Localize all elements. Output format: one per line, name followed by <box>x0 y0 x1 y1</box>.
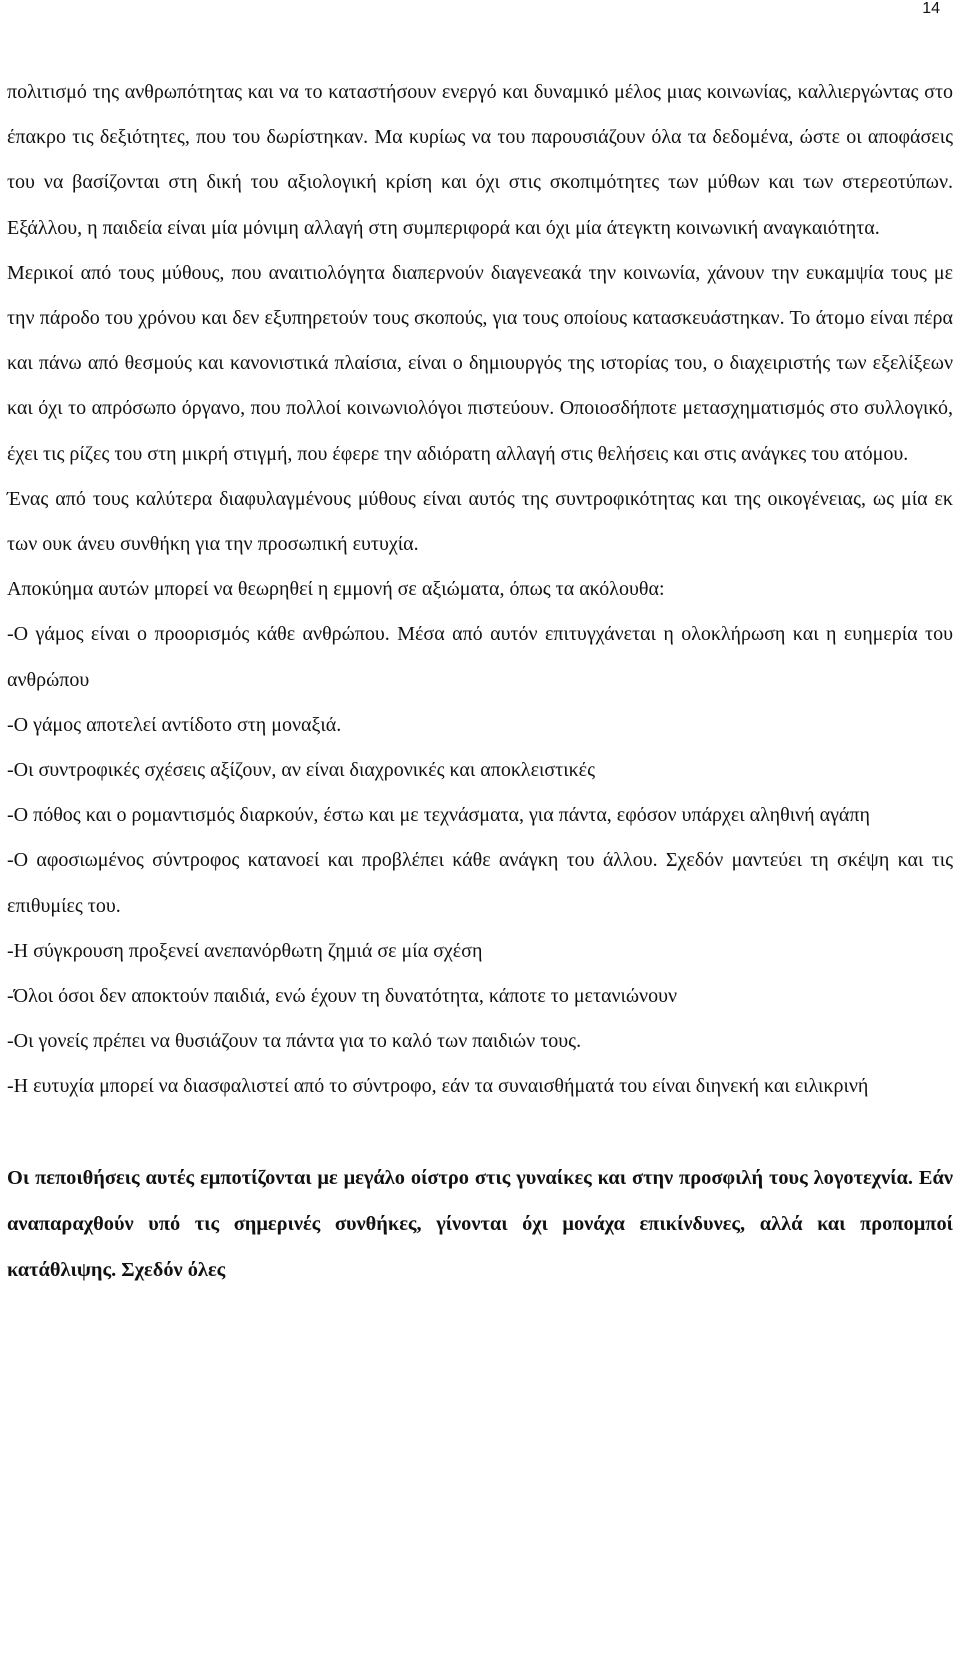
list-item: -Ο πόθος και ο ρομαντισμός διαρκούν, έστω και με τεχνάσματα, για πάντα, εφόσον υπάρχει αληθινή αγάπη <box>7 804 870 827</box>
list-item: -Η σύγκρουση προξενεί ανεπανόρθωτη ζημιά σε μία σχέση <box>7 939 483 962</box>
paragraph: πολιτισμό της ανθρωπότητας και να το καταστήσουν ενεργό και δυναμικό μέλος μιας κοινωνίας, καλλιεργώντας στο έπακρο τις δεξιότητες, που του δωρίστηκαν. Μα κυρίως να του παρουσιάζουν όλα τα δεδομένα, ώστε οι αποφάσεις του να βασίζονται στη δική του αξιολογική κρίση και όχι στις σκοπιμότητες των μύθων και των στερεοτύπων. Εξάλλου, η παιδεία είναι μία μόνιμη αλλαγή στη συμπεριφορά και όχι μία άτεγκτη κοινωνική αναγκαιότητα. <box>7 81 953 239</box>
list-item: -Η ευτυχία μπορεί να διασφαλιστεί από το σύντροφο, εάν τα συναισθήματά του είναι διηνεκή και ειλικρινή <box>7 1075 869 1098</box>
list-item: -Ο γάμος είναι ο προορισμός κάθε ανθρώπου. Μέσα από αυτόν επιτυγχάνεται η ολοκλήρωση και η ευημερία του ανθρώπου <box>7 623 953 691</box>
list-item: -Ο αφοσιωμένος σύντροφος κατανοεί και προβλέπει κάθε ανάγκη του άλλου. Σχεδόν μαντεύει τη σκέψη και τις επιθυμίες του. <box>7 849 953 917</box>
paragraph: Μερικοί από τους μύθους, που αναιτιολόγητα διαπερνούν διαγενεακά την κοινωνία, χάνουν την ευκαμψία τους με την πάροδο του χρόνου και δεν εξυπηρετούν τους σκοπούς, για τους οποίους κατασκευάστηκαν. Το άτομο είναι πέρα και πάνω από θεσμούς και κανονιστικά πλαίσια, είναι ο δημιουργός της ιστορίας του, ο διαχειριστής των εξελίξεων και όχι το απρόσωπο όργανο, που πολλοί κοινωνιολόγοι πιστεύουν. Οποιοσδήποτε μετασχηματισμός στο συλλογικό, έχει τις ρίζες του στη μικρή στιγμή, που έφερε την αδιόρατη αλλαγή στις θελήσεις και στις ανάγκες του ατόμου. <box>7 261 953 465</box>
list-item: -Οι συντροφικές σχέσεις αξίζουν, αν είναι διαχρονικές και αποκλειστικές <box>7 759 595 782</box>
page-number: 14 <box>922 0 940 17</box>
list-item: -Οι γονείς πρέπει να θυσιάζουν τα πάντα για το καλό των παιδιών τους. <box>7 1030 582 1053</box>
list-item: -Όλοι όσοι δεν αποκτούν παιδιά, ενώ έχουν τη δυνατότητα, κάποτε το μετανιώνουν <box>7 985 678 1008</box>
paragraph-spacer <box>7 1110 953 1155</box>
paragraph: Ένας από τους καλύτερα διαφυλαγμένους μύθους είναι αυτός της συντροφικότητας και της οικογένειας, ως μία εκ των ουκ άνευ συνθήκη για την προσωπική ευτυχία. <box>7 487 953 556</box>
list-item: -Ο γάμος αποτελεί αντίδοτο στη μοναξιά. <box>7 713 342 736</box>
paragraph: Αποκύημα αυτών μπορεί να θεωρηθεί η εμμονή σε αξιώματα, όπως τα ακόλουθα: <box>7 578 665 601</box>
bold-paragraph: Οι πεποιθήσεις αυτές εμποτίζονται με μεγάλο οίστρο στις γυναίκες και στην προσφιλή τους λογοτεχνία. Εάν αναπαραχθούν υπό τις σημερινές συνθήκες, γίνονται όχι μονάχα επικίνδυνες, αλλά και προπομποί κατάθλιψης. Σχεδόν όλες <box>7 1166 953 1281</box>
document-body <box>7 70 953 1293</box>
